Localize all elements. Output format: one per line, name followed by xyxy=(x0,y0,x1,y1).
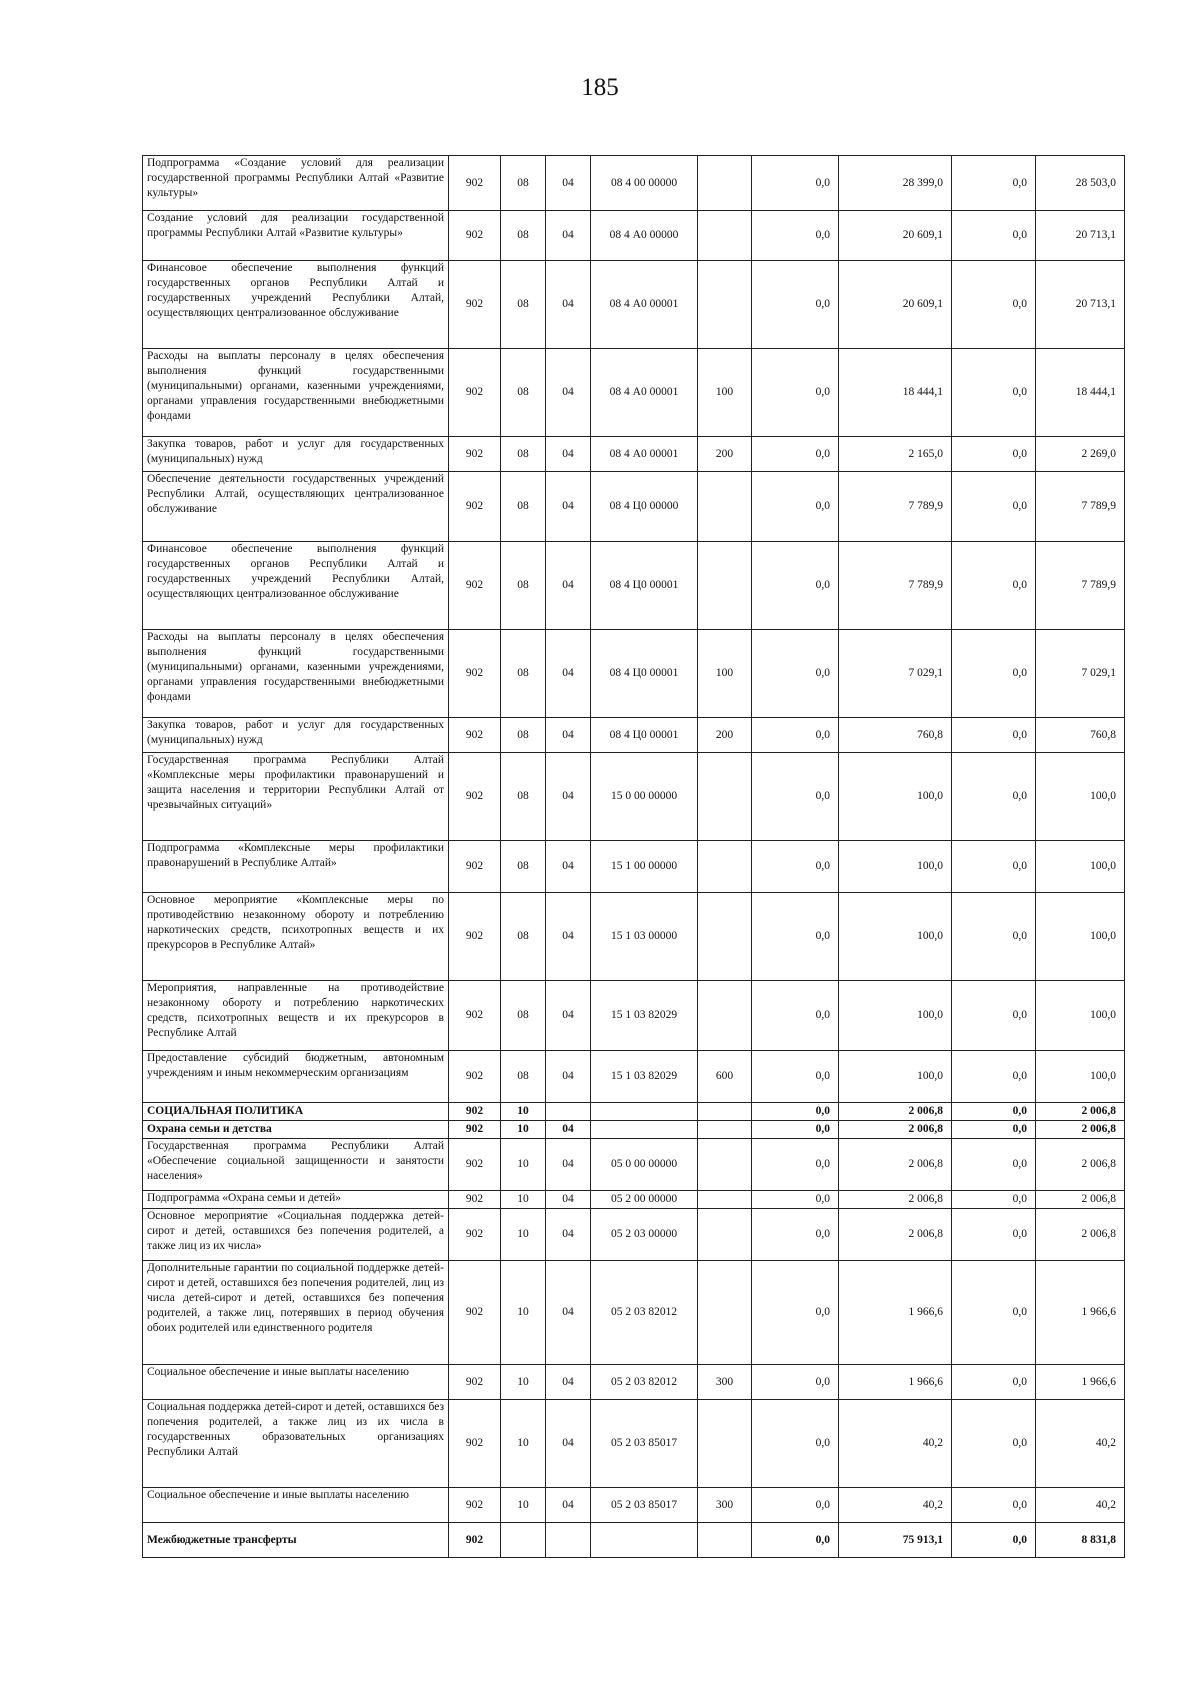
target-article-cell: 08 4 Ц0 00001 xyxy=(591,718,698,753)
grbs-cell: 902 xyxy=(449,841,501,893)
grbs-cell: 902 xyxy=(449,893,501,981)
subsection-cell: 04 xyxy=(546,211,591,261)
amount-cell-4: 2 269,0 xyxy=(1036,437,1125,472)
amount-cell-2: 100,0 xyxy=(839,893,952,981)
amount-cell-4: 8 831,8 xyxy=(1036,1523,1125,1558)
row-name-cell: Социальное обеспечение и иные выплаты населению xyxy=(143,1365,449,1400)
expense-type-cell xyxy=(698,1121,752,1139)
amount-cell-1: 0,0 xyxy=(752,1209,839,1261)
amount-cell-1: 0,0 xyxy=(752,1121,839,1139)
amount-cell-3: 0,0 xyxy=(952,1139,1036,1191)
amount-cell-1: 0,0 xyxy=(752,1488,839,1523)
grbs-cell: 902 xyxy=(449,349,501,437)
amount-cell-1: 0,0 xyxy=(752,1365,839,1400)
amount-cell-3: 0,0 xyxy=(952,718,1036,753)
expense-type-cell xyxy=(698,472,752,542)
subsection-cell: 04 xyxy=(546,542,591,630)
table-row xyxy=(143,1365,1125,1400)
amount-cell-1: 0,0 xyxy=(752,893,839,981)
grbs-cell: 902 xyxy=(449,718,501,753)
row-name-cell: Государственная программа Республики Алтай «Комплексные меры профилактики правонарушений и защита населения и территории Республики Алтай от чрезвычайных ситуаций» xyxy=(143,753,449,841)
subsection-cell: 04 xyxy=(546,981,591,1051)
grbs-cell: 902 xyxy=(449,1103,501,1121)
row-name-cell: Дополнительные гарантии по социальной поддержке детей-сирот и детей, оставшихся без попечения родителей, лиц из числа детей-сирот и детей, оставшихся без попечения родителей, а также лиц, потерявших в период обучения обоих родителей или единственного родителя xyxy=(143,1261,449,1365)
subsection-cell: 04 xyxy=(546,1488,591,1523)
amount-cell-4: 2 006,8 xyxy=(1036,1191,1125,1209)
expense-type-cell: 200 xyxy=(698,718,752,753)
expense-type-cell xyxy=(698,1400,752,1488)
amount-cell-2: 2 006,8 xyxy=(839,1121,952,1139)
amount-cell-4: 100,0 xyxy=(1036,981,1125,1051)
expense-type-cell xyxy=(698,893,752,981)
section-cell: 08 xyxy=(501,437,546,472)
target-article-cell: 05 2 03 82012 xyxy=(591,1365,698,1400)
table-row xyxy=(143,1103,1125,1121)
target-article-cell: 15 1 03 82029 xyxy=(591,1051,698,1103)
page-number: 185 xyxy=(581,74,619,101)
amount-cell-3: 0,0 xyxy=(952,1488,1036,1523)
section-cell: 10 xyxy=(501,1400,546,1488)
row-name-cell: Охрана семьи и детства xyxy=(143,1121,449,1139)
row-name-cell: Финансовое обеспечение выполнения функций государственных органов Республики Алтай и государственных учреждений Республики Алтай, осуществляющих централизованное обслуживание xyxy=(143,542,449,630)
subsection-cell: 04 xyxy=(546,156,591,211)
table-row xyxy=(143,261,1125,349)
grbs-cell: 902 xyxy=(449,261,501,349)
amount-cell-2: 7 789,9 xyxy=(839,472,952,542)
section-cell: 08 xyxy=(501,841,546,893)
amount-cell-4: 7 789,9 xyxy=(1036,542,1125,630)
amount-cell-4: 1 966,6 xyxy=(1036,1261,1125,1365)
table-row xyxy=(143,211,1125,261)
subsection-cell: 04 xyxy=(546,630,591,718)
amount-cell-4: 7 029,1 xyxy=(1036,630,1125,718)
amount-cell-2: 20 609,1 xyxy=(839,261,952,349)
amount-cell-1: 0,0 xyxy=(752,981,839,1051)
expense-type-cell: 100 xyxy=(698,349,752,437)
expense-type-cell xyxy=(698,1261,752,1365)
table-body xyxy=(143,156,1125,1558)
section-cell: 08 xyxy=(501,893,546,981)
section-cell: 08 xyxy=(501,156,546,211)
row-name-cell: Подпрограмма «Охрана семьи и детей» xyxy=(143,1191,449,1209)
table-row xyxy=(143,349,1125,437)
target-article-cell: 08 4 Ц0 00001 xyxy=(591,630,698,718)
amount-cell-1: 0,0 xyxy=(752,1400,839,1488)
table-row xyxy=(143,1261,1125,1365)
amount-cell-3: 0,0 xyxy=(952,1400,1036,1488)
amount-cell-2: 2 006,8 xyxy=(839,1139,952,1191)
amount-cell-1: 0,0 xyxy=(752,1523,839,1558)
grbs-cell: 902 xyxy=(449,1488,501,1523)
amount-cell-3: 0,0 xyxy=(952,1365,1036,1400)
amount-cell-1: 0,0 xyxy=(752,472,839,542)
row-name-cell: Социальная поддержка детей-сирот и детей, оставшихся без попечения родителей, а также лиц из их числа в государственных образовательных организациях Республики Алтай xyxy=(143,1400,449,1488)
amount-cell-1: 0,0 xyxy=(752,211,839,261)
row-name-cell: Межбюджетные трансферты xyxy=(143,1523,449,1558)
section-cell: 08 xyxy=(501,349,546,437)
amount-cell-4: 7 789,9 xyxy=(1036,472,1125,542)
amount-cell-3: 0,0 xyxy=(952,156,1036,211)
amount-cell-2: 20 609,1 xyxy=(839,211,952,261)
amount-cell-2: 1 966,6 xyxy=(839,1365,952,1400)
expense-type-cell xyxy=(698,981,752,1051)
amount-cell-4: 2 006,8 xyxy=(1036,1103,1125,1121)
amount-cell-3: 0,0 xyxy=(952,1051,1036,1103)
subsection-cell: 04 xyxy=(546,261,591,349)
target-article-cell xyxy=(591,1523,698,1558)
subsection-cell: 04 xyxy=(546,841,591,893)
table-row xyxy=(143,1051,1125,1103)
section-cell: 08 xyxy=(501,1051,546,1103)
amount-cell-2: 7 789,9 xyxy=(839,542,952,630)
table-row xyxy=(143,437,1125,472)
amount-cell-1: 0,0 xyxy=(752,1191,839,1209)
amount-cell-3: 0,0 xyxy=(952,349,1036,437)
target-article-cell: 08 4 А0 00001 xyxy=(591,261,698,349)
amount-cell-1: 0,0 xyxy=(752,718,839,753)
row-name-cell: Основное мероприятие «Комплексные меры по противодействию незаконному обороту и потреблению наркотических средств, психотропных веществ и их прекурсоров в Республике Алтай» xyxy=(143,893,449,981)
grbs-cell: 902 xyxy=(449,1191,501,1209)
expense-type-cell: 300 xyxy=(698,1365,752,1400)
target-article-cell xyxy=(591,1121,698,1139)
grbs-cell: 902 xyxy=(449,1365,501,1400)
subsection-cell xyxy=(546,1523,591,1558)
section-cell xyxy=(501,1523,546,1558)
grbs-cell: 902 xyxy=(449,1121,501,1139)
row-name-cell: Основное мероприятие «Социальная поддержка детей-сирот и детей, оставшихся без попечения родителей, а также лиц из их числа» xyxy=(143,1209,449,1261)
grbs-cell: 902 xyxy=(449,753,501,841)
amount-cell-3: 0,0 xyxy=(952,211,1036,261)
expense-type-cell xyxy=(698,1139,752,1191)
table-row xyxy=(143,156,1125,211)
section-cell: 10 xyxy=(501,1139,546,1191)
amount-cell-2: 100,0 xyxy=(839,981,952,1051)
table-row xyxy=(143,630,1125,718)
amount-cell-1: 0,0 xyxy=(752,1261,839,1365)
table-row xyxy=(143,472,1125,542)
subsection-cell: 04 xyxy=(546,718,591,753)
target-article-cell: 05 2 03 85017 xyxy=(591,1488,698,1523)
target-article-cell: 08 4 А0 00001 xyxy=(591,349,698,437)
target-article-cell: 05 2 03 85017 xyxy=(591,1400,698,1488)
expense-type-cell: 600 xyxy=(698,1051,752,1103)
amount-cell-2: 75 913,1 xyxy=(839,1523,952,1558)
subsection-cell: 04 xyxy=(546,893,591,981)
row-name-cell: Расходы на выплаты персоналу в целях обеспечения выполнения функций государственными (муниципальными) органами, казенными учреждениями, органами управления государственными внебюджетными фондами xyxy=(143,630,449,718)
amount-cell-4: 100,0 xyxy=(1036,841,1125,893)
section-cell: 10 xyxy=(501,1121,546,1139)
grbs-cell: 902 xyxy=(449,1209,501,1261)
amount-cell-1: 0,0 xyxy=(752,1051,839,1103)
subsection-cell: 04 xyxy=(546,1139,591,1191)
subsection-cell: 04 xyxy=(546,349,591,437)
amount-cell-2: 760,8 xyxy=(839,718,952,753)
expense-type-cell xyxy=(698,1103,752,1121)
section-cell: 10 xyxy=(501,1488,546,1523)
expense-type-cell xyxy=(698,156,752,211)
table-row xyxy=(143,1400,1125,1488)
row-name-cell: Подпрограмма «Комплексные меры профилактики правонарушений в Республике Алтай» xyxy=(143,841,449,893)
amount-cell-3: 0,0 xyxy=(952,542,1036,630)
amount-cell-1: 0,0 xyxy=(752,156,839,211)
amount-cell-3: 0,0 xyxy=(952,893,1036,981)
row-name-cell: Социальное обеспечение и иные выплаты населению xyxy=(143,1488,449,1523)
amount-cell-3: 0,0 xyxy=(952,1121,1036,1139)
subsection-cell: 04 xyxy=(546,1365,591,1400)
expense-type-cell: 200 xyxy=(698,437,752,472)
section-cell: 08 xyxy=(501,261,546,349)
table-row xyxy=(143,1191,1125,1209)
grbs-cell: 902 xyxy=(449,1523,501,1558)
table-row xyxy=(143,841,1125,893)
row-name-cell: Предоставление субсидий бюджетным, автономным учреждениям и иным некоммерческим организациям xyxy=(143,1051,449,1103)
subsection-cell xyxy=(546,1103,591,1121)
amount-cell-1: 0,0 xyxy=(752,437,839,472)
target-article-cell: 15 0 00 00000 xyxy=(591,753,698,841)
amount-cell-3: 0,0 xyxy=(952,1209,1036,1261)
expense-type-cell xyxy=(698,753,752,841)
expense-type-cell xyxy=(698,261,752,349)
amount-cell-3: 0,0 xyxy=(952,1103,1036,1121)
table-row xyxy=(143,981,1125,1051)
amount-cell-2: 100,0 xyxy=(839,753,952,841)
amount-cell-1: 0,0 xyxy=(752,1139,839,1191)
amount-cell-4: 2 006,8 xyxy=(1036,1121,1125,1139)
expense-type-cell xyxy=(698,211,752,261)
amount-cell-4: 760,8 xyxy=(1036,718,1125,753)
amount-cell-4: 40,2 xyxy=(1036,1488,1125,1523)
subsection-cell: 04 xyxy=(546,1400,591,1488)
amount-cell-2: 40,2 xyxy=(839,1488,952,1523)
amount-cell-1: 0,0 xyxy=(752,261,839,349)
amount-cell-2: 2 006,8 xyxy=(839,1191,952,1209)
amount-cell-2: 7 029,1 xyxy=(839,630,952,718)
amount-cell-3: 0,0 xyxy=(952,841,1036,893)
grbs-cell: 902 xyxy=(449,472,501,542)
section-cell: 10 xyxy=(501,1261,546,1365)
row-name-cell: Обеспечение деятельности государственных учреждений Республики Алтай, осуществляющих централизованное обслуживание xyxy=(143,472,449,542)
amount-cell-3: 0,0 xyxy=(952,472,1036,542)
grbs-cell: 902 xyxy=(449,981,501,1051)
grbs-cell: 902 xyxy=(449,437,501,472)
grbs-cell: 902 xyxy=(449,156,501,211)
amount-cell-3: 0,0 xyxy=(952,753,1036,841)
amount-cell-2: 2 006,8 xyxy=(839,1209,952,1261)
grbs-cell: 902 xyxy=(449,1139,501,1191)
amount-cell-4: 100,0 xyxy=(1036,893,1125,981)
table-row xyxy=(143,1209,1125,1261)
amount-cell-3: 0,0 xyxy=(952,1523,1036,1558)
amount-cell-2: 100,0 xyxy=(839,841,952,893)
target-article-cell: 08 4 Ц0 00001 xyxy=(591,542,698,630)
grbs-cell: 902 xyxy=(449,630,501,718)
target-article-cell: 15 1 03 82029 xyxy=(591,981,698,1051)
amount-cell-3: 0,0 xyxy=(952,1191,1036,1209)
grbs-cell: 902 xyxy=(449,1051,501,1103)
amount-cell-4: 1 966,6 xyxy=(1036,1365,1125,1400)
subsection-cell: 04 xyxy=(546,472,591,542)
target-article-cell: 08 4 А0 00000 xyxy=(591,211,698,261)
amount-cell-4: 2 006,8 xyxy=(1036,1139,1125,1191)
grbs-cell: 902 xyxy=(449,1400,501,1488)
expense-type-cell xyxy=(698,542,752,630)
table-row xyxy=(143,718,1125,753)
expense-type-cell: 100 xyxy=(698,630,752,718)
section-cell: 10 xyxy=(501,1209,546,1261)
row-name-cell: Расходы на выплаты персоналу в целях обеспечения выполнения функций государственными (муниципальными) органами, казенными учреждениями, органами управления государственными внебюджетными фондами xyxy=(143,349,449,437)
table-row xyxy=(143,1488,1125,1523)
row-name-cell: Финансовое обеспечение выполнения функций государственных органов Республики Алтай и государственных учреждений Республики Алтай, осуществляющих централизованное обслуживание xyxy=(143,261,449,349)
row-name-cell: Подпрограмма «Создание условий для реализации государственной программы Республики Алтай «Развитие культуры» xyxy=(143,156,449,211)
expense-type-cell xyxy=(698,1191,752,1209)
amount-cell-4: 20 713,1 xyxy=(1036,261,1125,349)
table-row xyxy=(143,542,1125,630)
grbs-cell: 902 xyxy=(449,211,501,261)
amount-cell-3: 0,0 xyxy=(952,261,1036,349)
amount-cell-1: 0,0 xyxy=(752,1103,839,1121)
row-name-cell: Закупка товаров, работ и услуг для государственных (муниципальных) нужд xyxy=(143,718,449,753)
subsection-cell: 04 xyxy=(546,1209,591,1261)
target-article-cell: 08 4 Ц0 00000 xyxy=(591,472,698,542)
amount-cell-2: 18 444,1 xyxy=(839,349,952,437)
row-name-cell: Государственная программа Республики Алтай «Обеспечение социальной защищенности и занятости населения» xyxy=(143,1139,449,1191)
section-cell: 08 xyxy=(501,211,546,261)
amount-cell-1: 0,0 xyxy=(752,630,839,718)
section-cell: 10 xyxy=(501,1103,546,1121)
target-article-cell: 08 4 00 00000 xyxy=(591,156,698,211)
subsection-cell: 04 xyxy=(546,437,591,472)
amount-cell-4: 40,2 xyxy=(1036,1400,1125,1488)
section-cell: 08 xyxy=(501,630,546,718)
section-cell: 10 xyxy=(501,1365,546,1400)
amount-cell-3: 0,0 xyxy=(952,630,1036,718)
table-row xyxy=(143,1139,1125,1191)
amount-cell-4: 20 713,1 xyxy=(1036,211,1125,261)
target-article-cell: 08 4 А0 00001 xyxy=(591,437,698,472)
target-article-cell: 05 0 00 00000 xyxy=(591,1139,698,1191)
expense-type-cell xyxy=(698,1209,752,1261)
amount-cell-4: 2 006,8 xyxy=(1036,1209,1125,1261)
section-cell: 08 xyxy=(501,981,546,1051)
section-cell: 08 xyxy=(501,542,546,630)
target-article-cell: 05 2 00 00000 xyxy=(591,1191,698,1209)
grbs-cell: 902 xyxy=(449,1261,501,1365)
subsection-cell: 04 xyxy=(546,1261,591,1365)
amount-cell-4: 28 503,0 xyxy=(1036,156,1125,211)
row-name-cell: Закупка товаров, работ и услуг для государственных (муниципальных) нужд xyxy=(143,437,449,472)
expense-type-cell: 300 xyxy=(698,1488,752,1523)
amount-cell-4: 100,0 xyxy=(1036,753,1125,841)
amount-cell-2: 2 006,8 xyxy=(839,1103,952,1121)
subsection-cell: 04 xyxy=(546,1051,591,1103)
section-cell: 08 xyxy=(501,472,546,542)
budget-table xyxy=(142,155,1125,1558)
amount-cell-2: 28 399,0 xyxy=(839,156,952,211)
amount-cell-3: 0,0 xyxy=(952,981,1036,1051)
row-name-cell: Мероприятия, направленные на противодействие незаконному обороту и потреблению наркотических средств, психотропных веществ и их прекурсоров в Республике Алтай xyxy=(143,981,449,1051)
amount-cell-4: 18 444,1 xyxy=(1036,349,1125,437)
section-cell: 08 xyxy=(501,753,546,841)
section-cell: 10 xyxy=(501,1191,546,1209)
amount-cell-2: 1 966,6 xyxy=(839,1261,952,1365)
amount-cell-2: 100,0 xyxy=(839,1051,952,1103)
amount-cell-1: 0,0 xyxy=(752,349,839,437)
section-cell: 08 xyxy=(501,718,546,753)
expense-type-cell xyxy=(698,1523,752,1558)
subsection-cell: 04 xyxy=(546,1191,591,1209)
table-row xyxy=(143,753,1125,841)
target-article-cell: 05 2 03 00000 xyxy=(591,1209,698,1261)
amount-cell-1: 0,0 xyxy=(752,841,839,893)
amount-cell-1: 0,0 xyxy=(752,542,839,630)
subsection-cell: 04 xyxy=(546,1121,591,1139)
target-article-cell: 15 1 00 00000 xyxy=(591,841,698,893)
amount-cell-2: 40,2 xyxy=(839,1400,952,1488)
target-article-cell: 15 1 03 00000 xyxy=(591,893,698,981)
table-row xyxy=(143,1121,1125,1139)
table-row xyxy=(143,1523,1125,1558)
target-article-cell: 05 2 03 82012 xyxy=(591,1261,698,1365)
amount-cell-3: 0,0 xyxy=(952,1261,1036,1365)
target-article-cell xyxy=(591,1103,698,1121)
row-name-cell: Создание условий для реализации государственной программы Республики Алтай «Развитие культуры» xyxy=(143,211,449,261)
row-name-cell: СОЦИАЛЬНАЯ ПОЛИТИКА xyxy=(143,1103,449,1121)
amount-cell-3: 0,0 xyxy=(952,437,1036,472)
amount-cell-2: 2 165,0 xyxy=(839,437,952,472)
expense-type-cell xyxy=(698,841,752,893)
table-row xyxy=(143,893,1125,981)
grbs-cell: 902 xyxy=(449,542,501,630)
amount-cell-4: 100,0 xyxy=(1036,1051,1125,1103)
subsection-cell: 04 xyxy=(546,753,591,841)
amount-cell-1: 0,0 xyxy=(752,753,839,841)
